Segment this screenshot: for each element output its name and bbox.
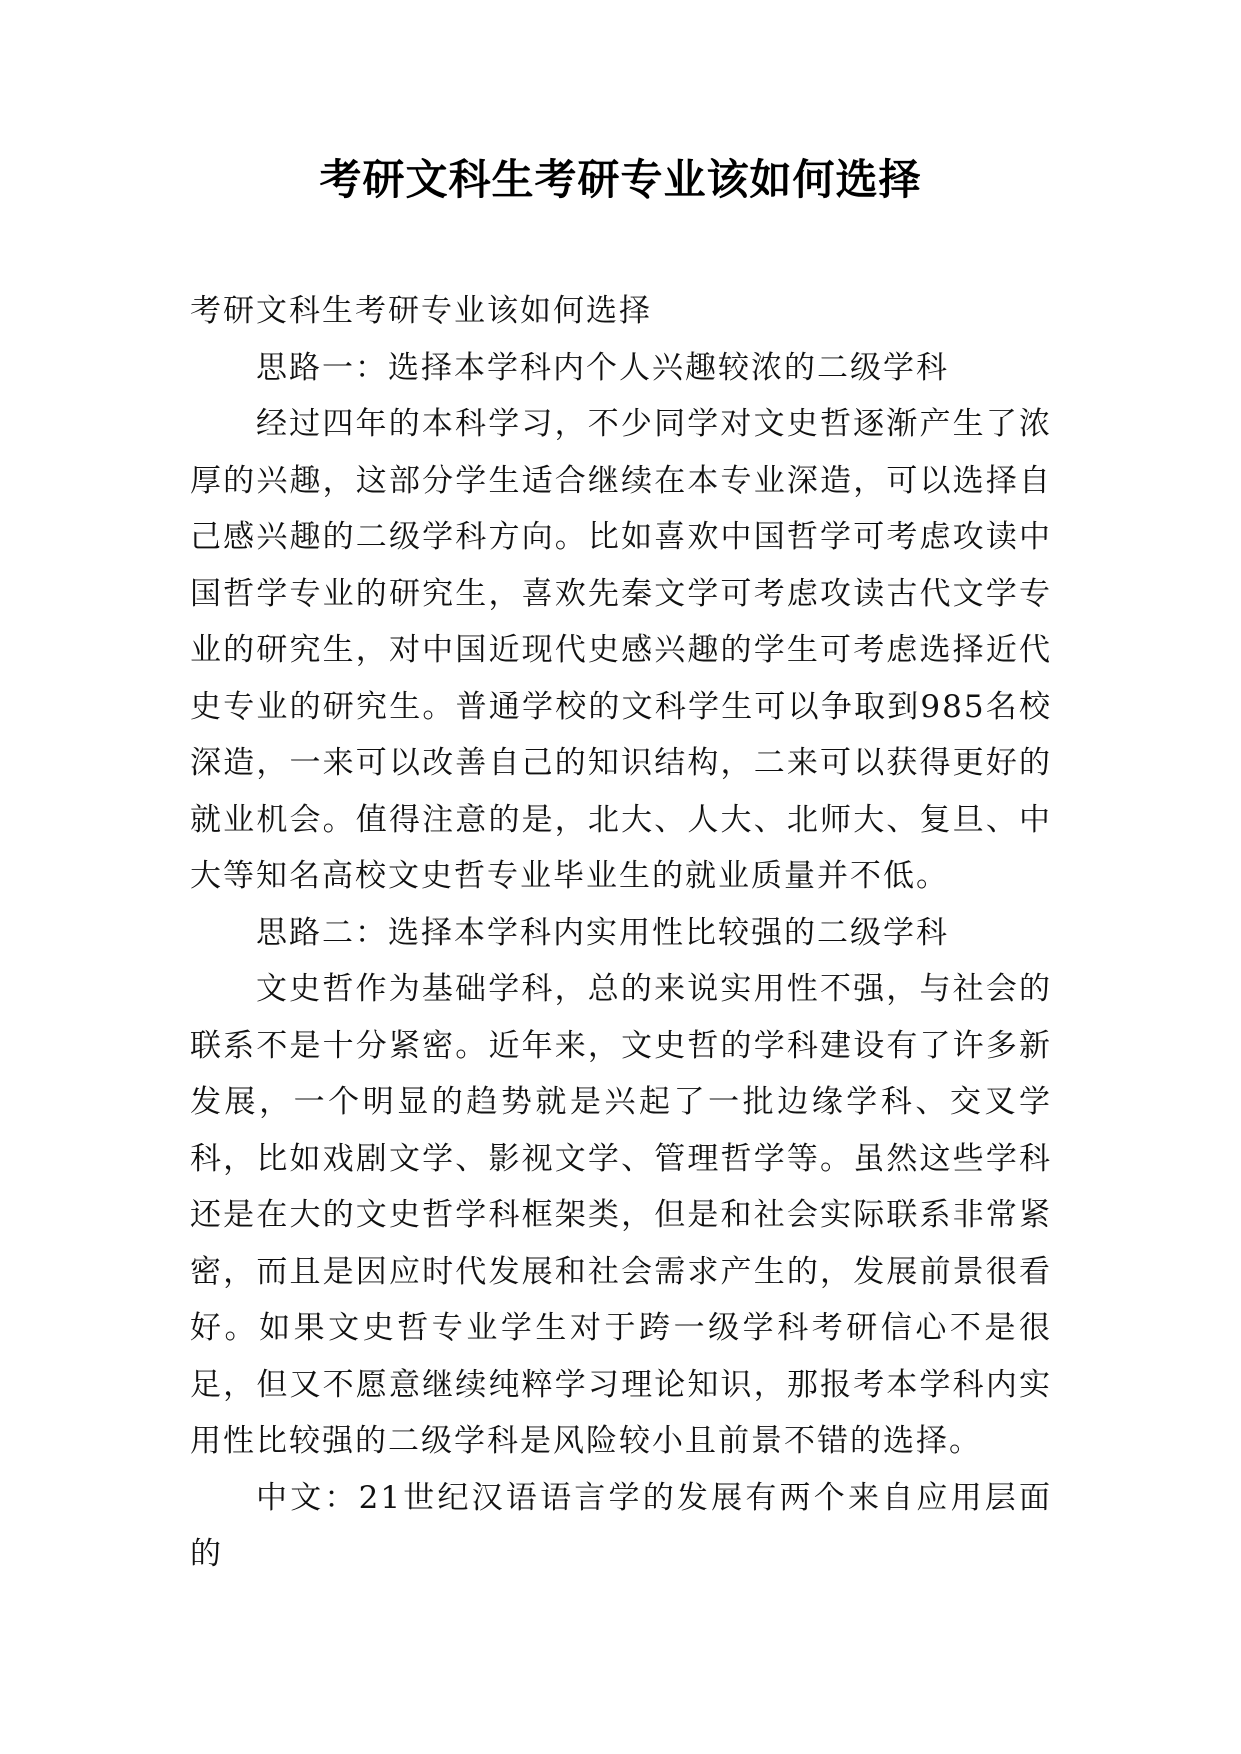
- body-heading: 考研文科生考研专业该如何选择: [190, 293, 652, 329]
- paragraph-2: 文史哲作为基础学科，总的来说实用性不强，与社会的联系不是十分紧密。近年来，文史哲的学科建设有了许多新发展，一个明显的趋势就是兴起了一批边缘学科、交叉学科，比如戏剧文学、影视文学、管理哲学等。虽然这些学科还是在大的文史哲学科框架类，但是和社会实际联系非常紧密，而且是因应时代发展和社会需求产生的，发展前景很看好。如果文史哲专业学生对于跨一级学科考研信心不是很足，但又不愿意继续纯粹学习理论知识，那报考本学科内实用性比较强的二级学科是风险较小且前景不错的选择。: [190, 971, 1052, 1459]
- paragraph-1: 经过四年的本科学习，不少同学对文史哲逐渐产生了浓厚的兴趣，这部分学生适合继续在本专业深造，可以选择自己感兴趣的二级学科方向。比如喜欢中国哲学可考虑攻读中国哲学专业的研究生，喜欢先秦文学可考虑攻读古代文学专业的研究生，对中国近现代史感兴趣的学生可考虑选择近代史专业的研究生。普通学校的文科学生可以争取到985名校深造，一来可以改善自己的知识结构，二来可以获得更好的就业机会。值得注意的是，北大、人大、北师大、复旦、中大等知名高校文史哲专业毕业生的就业质量并不低。: [190, 406, 1052, 894]
- document-title: 考研文科生考研专业该如何选择: [319, 155, 922, 204]
- document-body: [190, 283, 1052, 1583]
- section-heading-1: 思路一：选择本学科内个人兴趣较浓的二级学科: [256, 349, 949, 386]
- section-heading-2: 思路二：选择本学科内实用性比较强的二级学科: [256, 914, 949, 951]
- paragraph-3: 中文：21世纪汉语语言学的发展有两个来自应用层面的: [190, 1479, 1052, 1572]
